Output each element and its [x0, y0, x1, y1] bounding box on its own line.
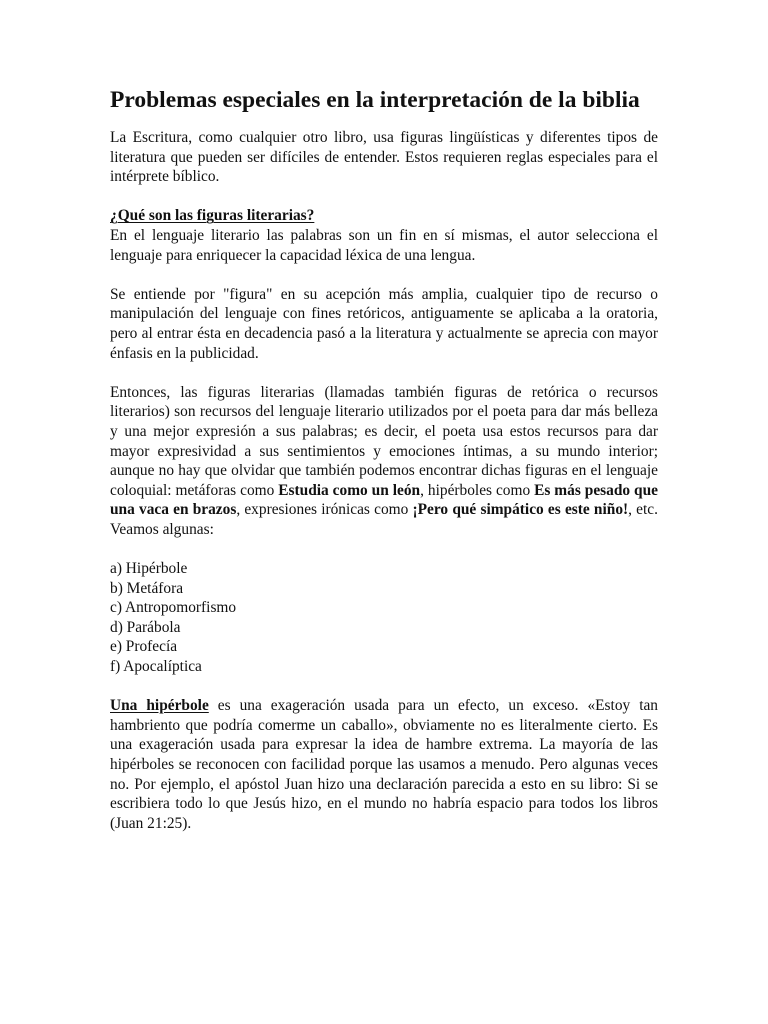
spacer [110, 677, 658, 697]
paragraph-3 [110, 383, 658, 540]
paragraph-4 [110, 696, 658, 833]
section-heading: ¿Qué son las figuras literarias? [110, 207, 315, 225]
list-item: b) Metáfora [110, 579, 184, 597]
list-item: a) Hipérbole [110, 560, 188, 578]
example-metaphor: Estudia como un león [278, 481, 421, 499]
example-hyperbole: Es más pesado que una vaca en brazos [110, 481, 658, 519]
paragraph-3-text-c: , expresiones irónicas como [236, 501, 413, 519]
list-item: c) Antropomorfismo [110, 599, 237, 617]
intro-paragraph: La Escritura, como cualquier otro libro, usa figuras lingüísticas y diferentes tipos de literatura que pueden ser difíciles de entender. Estos requieren reglas especiales para el intérprete bíblico. [110, 129, 658, 186]
spacer [110, 187, 658, 207]
list-item: d) Parábola [110, 618, 181, 636]
paragraph-3-text-a: Entonces, las figuras literarias (llamadas también figuras de retórica o recursos literarios) son recursos del lenguaje literario utilizados por el poeta para dar más belleza y una mejor expresión a sus palabras; es decir, el poeta usa estos recursos para dar mayor expresividad a sus sentimientos y emociones íntimas, a su mundo interior; aunque no hay que olvidar que también podemos encontrar dichas figuras en el lenguaje coloquial: metáforas como [110, 383, 658, 499]
paragraph-3-text-b: , hipérboles como [420, 481, 535, 499]
paragraph-4-text: es una exageración usada para un efecto, un exceso. «Estoy tan hambriento que podría comerme un caballo», obviamente no es literalmente cierto. Es una exageración usada para expresar la idea de hambre extrema. La mayoría de las hipérboles se reconocen con facilidad porque las usamos a menudo. Pero algunas veces no. Por ejemplo, el apóstol Juan hizo una declaración parecida a esto en su libro: Si se escribiera todo lo que Jesús hizo, en el mundo no habría espacio para todos los libros (Juan 21:25). [110, 697, 658, 832]
paragraph-1: En el lenguaje literario las palabras son un fin en sí mismas, el autor selecciona el lenguaje para enriquecer la capacidad léxica de una lengua. [110, 226, 658, 264]
spacer [110, 265, 658, 285]
paragraph-2: Se entiende por "figura" en su acepción más amplia, cualquier tipo de recurso o manipulación del lenguaje con fines retóricos, antiguamente se aplicaba a la oratoria, pero al entrar ésta en decadencia pasó a la literatura y actualmente se aprecia con mayor énfasis en la publicidad. [110, 285, 658, 362]
figures-list [110, 559, 658, 677]
spacer [110, 363, 658, 383]
list-item: f) Apocalíptica [110, 658, 202, 676]
list-item: e) Profecía [110, 638, 178, 656]
hyperbole-term: Una hipérbole [110, 697, 209, 715]
document-page [110, 86, 658, 833]
example-irony: ¡Pero qué simpático es este niño! [412, 501, 629, 519]
spacer [110, 539, 658, 559]
paragraph-3-text-d: , etc. Veamos algunas: [110, 501, 658, 538]
page-title: Problemas especiales en la interpretación de la biblia [110, 87, 640, 113]
